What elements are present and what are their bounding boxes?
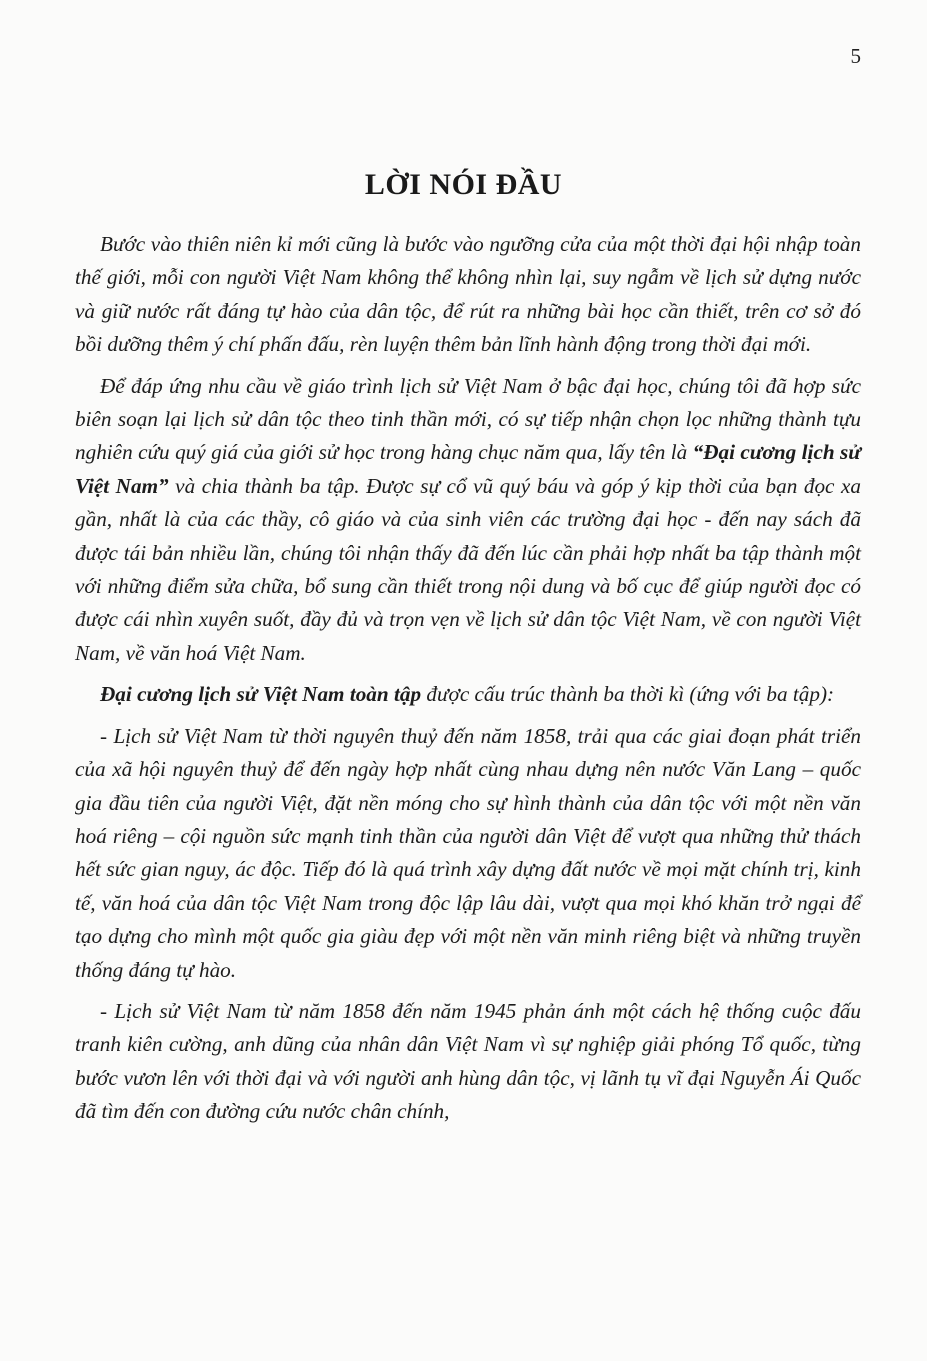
- complete-edition-title: Đại cương lịch sử Việt Nam toàn tập: [100, 682, 422, 707]
- paragraph-2-text-end: và chia thành ba tập. Được sự cổ vũ quý báu và góp ý kịp thời của bạn đọc xa gần, nhất là của các thầy, cô giáo và của sinh viên các trường đại học - đến nay sách đã được tái bản nhiều lần, chúng tôi nhận thấy đã đến lúc cần phải hợp nhất ba tập thành một với những điểm sửa chữa, bổ sung cần thiết trong nội dung và bố cục để giúp người đọc có được cái nhìn xuyên suốt, đầy đủ và trọn vẹn về lịch sử dân tộc Việt Nam, về con người Việt Nam, về văn hoá Việt Nam.: [75, 473, 861, 665]
- paragraph-3-text: được cấu trúc thành ba thời kì (ứng với ba tập):: [421, 682, 835, 707]
- preface-body: [75, 228, 861, 1137]
- page-title: LỜI NÓI ĐẦU: [364, 168, 563, 201]
- paragraph-3: [75, 678, 861, 711]
- book-title-reference: “Đại cương lịch sử Việt Nam”: [75, 440, 861, 498]
- paragraph-4: - Lịch sử Việt Nam từ thời nguyên thuỷ đến năm 1858, trải qua các giai đoạn phát triển của xã hội nguyên thuỷ để đến ngày hợp nhất cùng nhau dựng nên nước Văn Lang – quốc gia đầu tiên của người Việt, đặt nền móng cho sự hình thành của dân tộc với một nền văn hoá riêng – cội nguồn sức mạnh tinh thần của người dân Việt để vượt qua những thử thách hết sức gian nguy, ác độc. Tiếp đó là quá trình xây dựng đất nước về mọi mặt chính trị, kinh tế, văn hoá của dân tộc Việt Nam trong độc lập lâu dài, vượt qua mọi khó khăn trở ngại để tạo dựng cho mình một quốc gia giàu đẹp với một nền văn minh riêng biệt và những truyền thống đáng tự hào.: [75, 723, 861, 982]
- paragraph-2: [75, 370, 861, 671]
- page-number: 5: [850, 44, 861, 68]
- paragraph-2-text-start: Để đáp ứng nhu cầu về giáo trình lịch sử Việt Nam ở bậc đại học, chúng tôi đã hợp sức biên soạn lại lịch sử dân tộc theo tinh thần mới, có sự tiếp nhận chọn lọc những thành tựu nghiên cứu quý giá của giới sử học trong hàng chục năm qua, lấy tên là: [75, 373, 861, 465]
- paragraph-5: - Lịch sử Việt Nam từ năm 1858 đến năm 1945 phản ánh một cách hệ thống cuộc đấu tranh kiên cường, anh dũng của nhân dân Việt Nam vì sự nghiệp giải phóng Tổ quốc, từng bước vươn lên với thời đại và với người anh hùng dân tộc, vị lãnh tụ vĩ đại Nguyễn Ái Quốc đã tìm đến con đường cứu nước chân chính,: [75, 998, 861, 1124]
- paragraph-1: Bước vào thiên niên kỉ mới cũng là bước vào ngưỡng cửa của một thời đại hội nhập toàn thế giới, mỗi con người Việt Nam không thể không nhìn lại, suy ngẫm về lịch sử dựng nước và giữ nước rất đáng tự hào của dân tộc, để rút ra những bài học cần thiết, trên cơ sở đó bồi dưỡng thêm ý chí phấn đấu, rèn luyện thêm bản lĩnh hành động trong thời đại mới.: [75, 232, 861, 357]
